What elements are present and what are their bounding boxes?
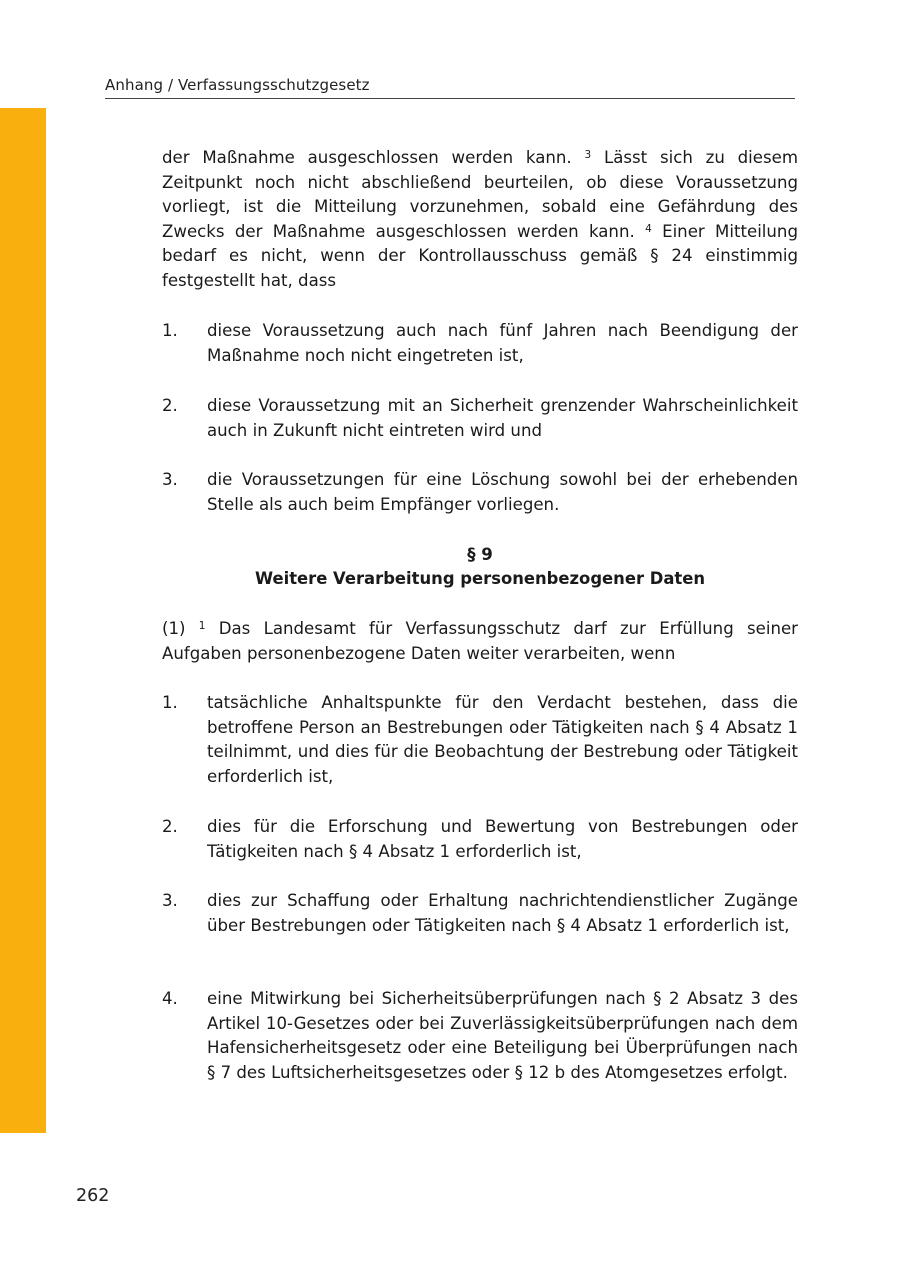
sentence-number-1: 1 bbox=[198, 620, 206, 632]
list-item-text: dies für die Erforschung und Bewertung von Bestrebungen oder Tätigkeiten nach § 4 Absatz 1 erforderlich ist, bbox=[207, 817, 798, 861]
list-item-text: diese Voraussetzung mit an Sicherheit grenzender Wahrscheinlichkeit auch in Zukunft nicht eintreten wird und bbox=[207, 396, 798, 440]
list-item bbox=[162, 889, 798, 938]
intro-text-a: der Maßnahme ausgeschlossen werden kann. bbox=[162, 148, 572, 167]
section-number: § 9 bbox=[467, 545, 493, 564]
list-item bbox=[162, 319, 798, 368]
list-item-text: dies zur Schaffung oder Erhaltung nachrichtendienstlicher Zugänge über Bestrebungen oder Tätigkeiten nach § 4 Absatz 1 erforderlich ist, bbox=[207, 891, 798, 935]
paragraph-label: (1) bbox=[162, 619, 186, 638]
list-item-text: die Voraussetzungen für eine Löschung sowohl bei der erhebenden Stelle als auch beim Empfänger vorliegen. bbox=[207, 470, 798, 514]
paragraph-text: Das Landesamt für Verfassungsschutz darf zur Erfüllung seiner Aufgaben personenbezogene Daten weiter verarbeiten, wenn bbox=[162, 619, 798, 663]
page-number: 262 bbox=[76, 1186, 110, 1206]
running-head: Anhang / Verfassungsschutzgesetz bbox=[105, 76, 370, 94]
list-item bbox=[162, 468, 798, 517]
list-item-number: 3. bbox=[162, 470, 178, 489]
list-item-number: 1. bbox=[162, 321, 178, 340]
list-item bbox=[162, 394, 798, 443]
list-item bbox=[162, 987, 798, 1085]
list-item-number: 1. bbox=[162, 693, 178, 712]
sentence-number-4: 4 bbox=[645, 222, 652, 235]
header-rule bbox=[105, 98, 795, 99]
section-title: Weitere Verarbeitung personenbezogener Daten bbox=[254, 569, 706, 588]
list-item-number: 2. bbox=[162, 817, 178, 836]
list-item bbox=[162, 815, 798, 864]
list-item bbox=[162, 691, 798, 789]
list-item-text: eine Mitwirkung bei Sicherheitsüberprüfungen nach § 2 Absatz 3 des Artikel 10-Gesetzes oder bei Zuverlässigkeitsüberprüfungen nach dem Hafensicherheitsgesetz oder eine Beteiligung bei Überprüfungen nach § 7 des Luftsicherheitsgesetzes oder § 12 b des Atomgesetzes erfolgt. bbox=[207, 989, 798, 1082]
intro-text-b: Lässt sich zu diesem Zeitpunkt noch nicht abschließend beurteilen, ob diese Voraussetzung vorliegt, ist die Mitteilung vorzunehmen, sobald eine Gefährdung des Zwecks der Maßnahme ausgeschlossen werden kann. bbox=[162, 148, 798, 241]
sentence-number-3: 3 bbox=[584, 149, 592, 161]
list-item-text: diese Voraussetzung auch nach fünf Jahren nach Beendigung der Maßnahme noch nicht eingetreten ist, bbox=[207, 321, 798, 365]
list-item-number: 4. bbox=[162, 989, 178, 1008]
list-item-text: tatsächliche Anhaltspunkte für den Verdacht bestehen, dass die betroffene Person an Bestrebungen oder Tätigkeiten nach § 4 Absatz 1 teilnimmt, und dies für die Beobachtung der Bestrebung oder Tätigkeit erforderlich ist, bbox=[207, 693, 798, 786]
list-item-number: 2. bbox=[162, 396, 178, 415]
list-item-number: 3. bbox=[162, 891, 178, 910]
side-accent-bar bbox=[0, 108, 46, 1133]
intro-text-c: Einer Mitteilung bedarf es nicht, wenn der Kontrollausschuss gemäß § 24 einstimmig festgestellt hat, dass bbox=[162, 221, 798, 290]
intro-paragraph bbox=[162, 146, 798, 294]
paragraph-1 bbox=[162, 617, 798, 666]
